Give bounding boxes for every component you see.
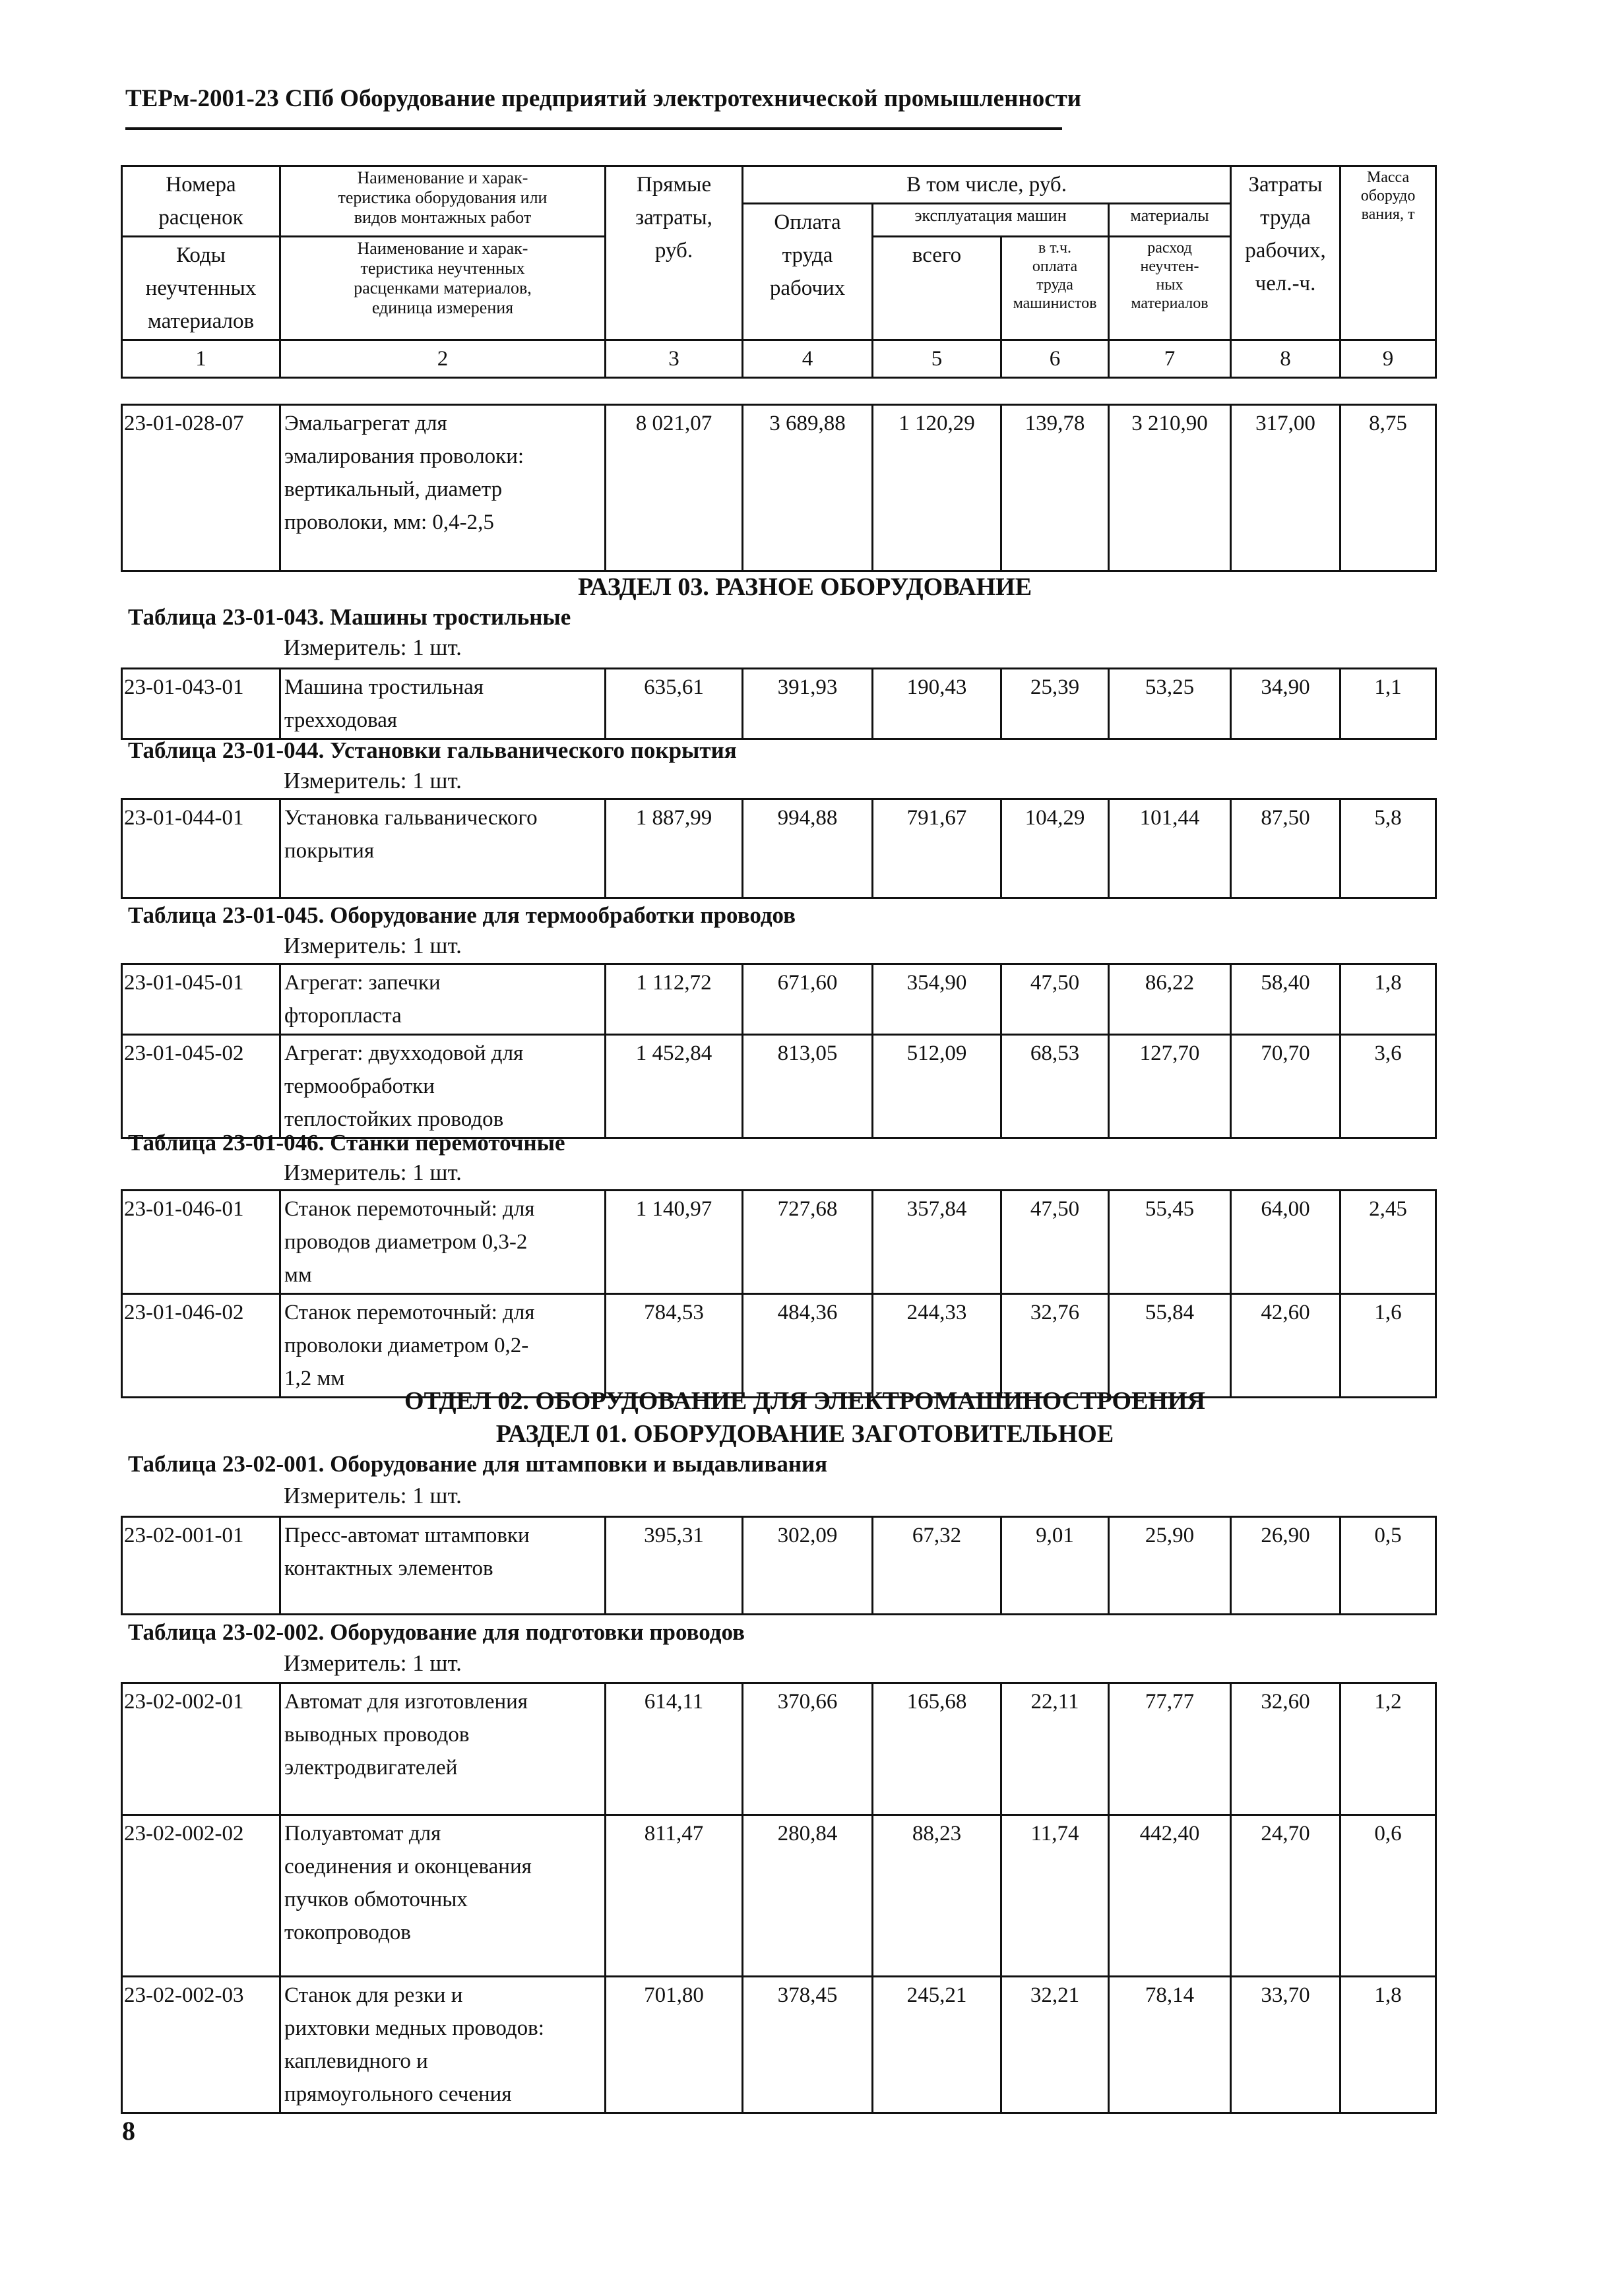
machines-total: 1 120,29 bbox=[873, 405, 1001, 571]
machines-total: 791,67 bbox=[873, 799, 1001, 898]
labor-hours: 34,90 bbox=[1231, 669, 1341, 739]
table-title: Таблица 23-01-044. Установки гальванического покрытия bbox=[128, 737, 737, 763]
rate-code: 23-02-002-01 bbox=[122, 1683, 280, 1815]
equipment-mass: 8,75 bbox=[1341, 405, 1436, 571]
table-row bbox=[122, 1517, 1436, 1615]
item-name: Станок перемоточный: для проволоки диаметром 0,2- 1,2 мм bbox=[280, 1294, 606, 1398]
labor-hours: 58,40 bbox=[1231, 964, 1341, 1035]
table-row bbox=[122, 1191, 1436, 1294]
rate-code: 23-01-028-07 bbox=[122, 405, 280, 571]
data-table bbox=[121, 667, 1437, 740]
header-col1-bottom: Коды неучтенных материалов bbox=[122, 237, 280, 340]
worker-pay: 370,66 bbox=[743, 1683, 873, 1815]
rate-code: 23-01-045-01 bbox=[122, 964, 280, 1035]
section-heading: РАЗДЕЛ 01. ОБОРУДОВАНИЕ ЗАГОТОВИТЕЛЬНОЕ bbox=[495, 1420, 1114, 1448]
machinist-pay: 25,39 bbox=[1001, 669, 1109, 739]
section-heading: РАЗДЕЛ 03. РАЗНОЕ ОБОРУДОВАНИЕ bbox=[577, 573, 1032, 601]
table-row bbox=[122, 669, 1436, 739]
measure-unit: Измеритель: 1 шт. bbox=[284, 635, 462, 660]
rate-code: 23-01-046-01 bbox=[122, 1191, 280, 1294]
worker-pay: 484,36 bbox=[743, 1294, 873, 1398]
equipment-mass: 1,2 bbox=[1341, 1683, 1436, 1815]
header-labor-costs: Затраты труда рабочих, чел.-ч. bbox=[1231, 166, 1341, 340]
materials-cost: 127,70 bbox=[1109, 1035, 1231, 1138]
labor-hours: 42,60 bbox=[1231, 1294, 1341, 1398]
machines-total: 67,32 bbox=[873, 1517, 1001, 1615]
direct-costs: 784,53 bbox=[606, 1294, 743, 1398]
column-number: 8 bbox=[1231, 340, 1341, 378]
machines-total: 354,90 bbox=[873, 964, 1001, 1035]
materials-cost: 78,14 bbox=[1109, 1977, 1231, 2113]
direct-costs: 8 021,07 bbox=[606, 405, 743, 571]
materials-cost: 55,84 bbox=[1109, 1294, 1231, 1398]
measure-unit: Измеритель: 1 шт. bbox=[284, 1483, 462, 1508]
labor-hours: 70,70 bbox=[1231, 1035, 1341, 1138]
materials-cost: 77,77 bbox=[1109, 1683, 1231, 1815]
page-header-title: ТЕРм-2001-23 СПб Оборудование предприятий электротехнической промышленности bbox=[125, 85, 1082, 112]
materials-cost: 53,25 bbox=[1109, 669, 1231, 739]
column-number: 4 bbox=[743, 340, 873, 378]
direct-costs: 1 452,84 bbox=[606, 1035, 743, 1138]
header-machine-operation: эксплуатация машин bbox=[873, 204, 1109, 237]
equipment-mass: 1,1 bbox=[1341, 669, 1436, 739]
measure-unit: Измеритель: 1 шт. bbox=[284, 933, 462, 958]
item-name: Станок для резки и рихтовки медных проводов: каплевидного и прямоугольного сечения bbox=[280, 1977, 606, 2113]
labor-hours: 64,00 bbox=[1231, 1191, 1341, 1294]
machinist-pay: 11,74 bbox=[1001, 1815, 1109, 1977]
table-row bbox=[122, 964, 1436, 1035]
table-row bbox=[122, 1815, 1436, 1977]
worker-pay: 671,60 bbox=[743, 964, 873, 1035]
materials-cost: 55,45 bbox=[1109, 1191, 1231, 1294]
data-table bbox=[121, 1682, 1437, 2114]
table-row bbox=[122, 1683, 1436, 1815]
worker-pay: 994,88 bbox=[743, 799, 873, 898]
direct-costs: 1 112,72 bbox=[606, 964, 743, 1035]
rate-code: 23-01-044-01 bbox=[122, 799, 280, 898]
header-direct-costs: Прямые затраты, руб. bbox=[606, 166, 743, 340]
direct-costs: 614,11 bbox=[606, 1683, 743, 1815]
direct-costs: 701,80 bbox=[606, 1977, 743, 2113]
table-title: Таблица 23-01-046. Станки перемоточные bbox=[128, 1130, 565, 1156]
table-row bbox=[122, 799, 1436, 898]
machinist-pay: 32,76 bbox=[1001, 1294, 1109, 1398]
column-number: 6 bbox=[1001, 340, 1109, 378]
table-row bbox=[122, 1294, 1436, 1398]
equipment-mass: 1,6 bbox=[1341, 1294, 1436, 1398]
item-name: Станок перемоточный: для проводов диаметром 0,3-2 мм bbox=[280, 1191, 606, 1294]
column-number: 2 bbox=[280, 340, 606, 378]
column-number: 5 bbox=[873, 340, 1001, 378]
item-name: Агрегат: двухходовой для термообработки теплостойких проводов bbox=[280, 1035, 606, 1138]
rate-code: 23-02-002-02 bbox=[122, 1815, 280, 1977]
measure-unit: Измеритель: 1 шт. bbox=[284, 768, 462, 793]
equipment-mass: 1,8 bbox=[1341, 1977, 1436, 2113]
header-column-numbers bbox=[122, 340, 1436, 378]
worker-pay: 727,68 bbox=[743, 1191, 873, 1294]
labor-hours: 317,00 bbox=[1231, 405, 1341, 571]
direct-costs: 1 140,97 bbox=[606, 1191, 743, 1294]
direct-costs: 635,61 bbox=[606, 669, 743, 739]
table-title: Таблица 23-01-045. Оборудование для термообработки проводов bbox=[128, 902, 796, 928]
table-title: Таблица 23-01-043. Машины тростильные bbox=[128, 604, 571, 630]
data-table bbox=[121, 404, 1437, 572]
header-machines-total: всего bbox=[873, 237, 1001, 340]
header-equipment-mass: Масса оборудо вания, т bbox=[1341, 166, 1436, 340]
machinist-pay: 68,53 bbox=[1001, 1035, 1109, 1138]
materials-cost: 25,90 bbox=[1109, 1517, 1231, 1615]
measure-unit: Измеритель: 1 шт. bbox=[284, 1650, 462, 1676]
worker-pay: 3 689,88 bbox=[743, 405, 873, 571]
labor-hours: 87,50 bbox=[1231, 799, 1341, 898]
page-number: 8 bbox=[122, 2116, 135, 2146]
header-materials: материалы bbox=[1109, 204, 1231, 237]
machinist-pay: 104,29 bbox=[1001, 799, 1109, 898]
labor-hours: 32,60 bbox=[1231, 1683, 1341, 1815]
column-number: 7 bbox=[1109, 340, 1231, 378]
machines-total: 512,09 bbox=[873, 1035, 1001, 1138]
machinist-pay: 47,50 bbox=[1001, 1191, 1109, 1294]
equipment-mass: 2,45 bbox=[1341, 1191, 1436, 1294]
column-number: 1 bbox=[122, 340, 280, 378]
header-worker-pay: Оплата труда рабочих bbox=[743, 204, 873, 340]
equipment-mass: 3,6 bbox=[1341, 1035, 1436, 1138]
machines-total: 245,21 bbox=[873, 1977, 1001, 2113]
materials-cost: 86,22 bbox=[1109, 964, 1231, 1035]
item-name: Агрегат: запечки фторопласта bbox=[280, 964, 606, 1035]
header-machinist-pay: в т.ч. оплата труда машинистов bbox=[1001, 237, 1109, 340]
item-name: Полуавтомат для соединения и оконцевания пучков обмоточных токопроводов bbox=[280, 1815, 606, 1977]
direct-costs: 395,31 bbox=[606, 1517, 743, 1615]
direct-costs: 811,47 bbox=[606, 1815, 743, 1977]
machinist-pay: 9,01 bbox=[1001, 1517, 1109, 1615]
machinist-pay: 22,11 bbox=[1001, 1683, 1109, 1815]
measure-unit: Измеритель: 1 шт. bbox=[284, 1160, 462, 1185]
item-name: Эмальагрегат для эмалирования проволоки: вертикальный, диаметр проволоки, мм: 0,4-2,5 bbox=[280, 405, 606, 571]
worker-pay: 391,93 bbox=[743, 669, 873, 739]
machinist-pay: 139,78 bbox=[1001, 405, 1109, 571]
rate-code: 23-01-043-01 bbox=[122, 669, 280, 739]
machines-total: 88,23 bbox=[873, 1815, 1001, 1977]
table-row bbox=[122, 405, 1436, 571]
machines-total: 244,33 bbox=[873, 1294, 1001, 1398]
table-row bbox=[122, 1977, 1436, 2113]
machines-total: 190,43 bbox=[873, 669, 1001, 739]
column-header-table bbox=[121, 165, 1437, 379]
data-table bbox=[121, 798, 1437, 899]
equipment-mass: 0,5 bbox=[1341, 1517, 1436, 1615]
worker-pay: 378,45 bbox=[743, 1977, 873, 2113]
rate-code: 23-02-002-03 bbox=[122, 1977, 280, 2113]
header-col1-top: Номера расценок bbox=[122, 166, 280, 237]
equipment-mass: 1,8 bbox=[1341, 964, 1436, 1035]
materials-cost: 101,44 bbox=[1109, 799, 1231, 898]
direct-costs: 1 887,99 bbox=[606, 799, 743, 898]
header-col2-bottom: Наименование и харак- теристика неучтенных расценками материалов, единица измерения bbox=[280, 237, 606, 340]
rate-code: 23-02-001-01 bbox=[122, 1517, 280, 1615]
header-col2-top: Наименование и харак- теристика оборудования или видов монтажных работ bbox=[280, 166, 606, 237]
labor-hours: 24,70 bbox=[1231, 1815, 1341, 1977]
item-name: Машина тростильная трехходовая bbox=[280, 669, 606, 739]
data-table bbox=[121, 1189, 1437, 1398]
worker-pay: 813,05 bbox=[743, 1035, 873, 1138]
worker-pay: 280,84 bbox=[743, 1815, 873, 1977]
labor-hours: 33,70 bbox=[1231, 1977, 1341, 2113]
table-title: Таблица 23-02-001. Оборудование для штамповки и выдавливания bbox=[128, 1451, 828, 1477]
equipment-mass: 5,8 bbox=[1341, 799, 1436, 898]
materials-cost: 442,40 bbox=[1109, 1815, 1231, 1977]
header-group-including: В том числе, руб. bbox=[743, 166, 1231, 204]
worker-pay: 302,09 bbox=[743, 1517, 873, 1615]
rate-code: 23-01-046-02 bbox=[122, 1294, 280, 1398]
machinist-pay: 47,50 bbox=[1001, 964, 1109, 1035]
item-name: Пресс-автомат штамповки контактных элементов bbox=[280, 1517, 606, 1615]
machines-total: 357,84 bbox=[873, 1191, 1001, 1294]
item-name: Установка гальванического покрытия bbox=[280, 799, 606, 898]
data-table bbox=[121, 1516, 1437, 1615]
machinist-pay: 32,21 bbox=[1001, 1977, 1109, 2113]
machines-total: 165,68 bbox=[873, 1683, 1001, 1815]
division-heading: ОТДЕЛ 02. ОБОРУДОВАНИЕ ДЛЯ ЭЛЕКТРОМАШИНОСТРОЕНИЯ bbox=[404, 1387, 1205, 1415]
item-name: Автомат для изготовления выводных проводов электродвигателей bbox=[280, 1683, 606, 1815]
data-table bbox=[121, 963, 1437, 1139]
header-divider bbox=[125, 127, 1062, 130]
header-unaccounted-materials: расход неучтен- ных материалов bbox=[1109, 237, 1231, 340]
table-row bbox=[122, 1035, 1436, 1138]
labor-hours: 26,90 bbox=[1231, 1517, 1341, 1615]
table-title: Таблица 23-02-002. Оборудование для подготовки проводов bbox=[128, 1619, 745, 1645]
equipment-mass: 0,6 bbox=[1341, 1815, 1436, 1977]
column-number: 9 bbox=[1341, 340, 1436, 378]
rate-code: 23-01-045-02 bbox=[122, 1035, 280, 1138]
column-number: 3 bbox=[606, 340, 743, 378]
materials-cost: 3 210,90 bbox=[1109, 405, 1231, 571]
